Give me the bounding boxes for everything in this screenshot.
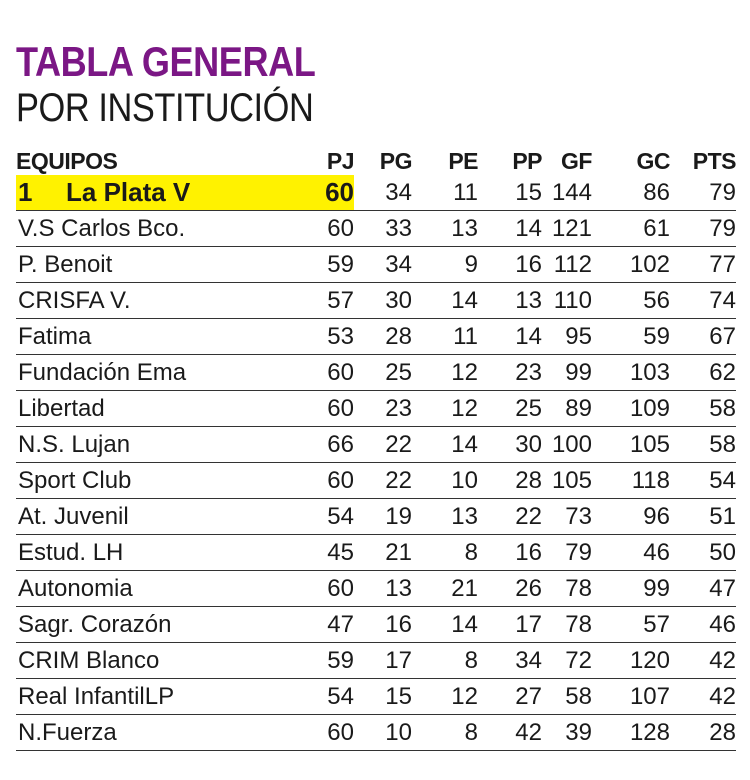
stat-gf-cell: 89 bbox=[542, 391, 592, 427]
table-row bbox=[16, 211, 736, 247]
stat-gf-cell: 105 bbox=[542, 463, 592, 499]
stat-pp-cell: 26 bbox=[478, 571, 542, 607]
table-row bbox=[16, 319, 736, 355]
stat-gf-cell: 110 bbox=[542, 283, 592, 319]
stat-pe-cell: 10 bbox=[412, 463, 478, 499]
stat-gf-cell: 99 bbox=[542, 355, 592, 391]
stat-gf-cell: 78 bbox=[542, 607, 592, 643]
leader-pp: 15 bbox=[478, 175, 542, 211]
header-pp: PP bbox=[512, 148, 542, 174]
table-row bbox=[16, 247, 736, 283]
stat-pe-cell: 8 bbox=[412, 643, 478, 679]
stat-pp-cell: 13 bbox=[478, 283, 542, 319]
stat-pg-cell: 28 bbox=[354, 319, 412, 355]
stat-pg-cell: 33 bbox=[354, 211, 412, 247]
stat-pts-cell: 28 bbox=[670, 715, 736, 751]
header-pts: PTS bbox=[692, 148, 736, 174]
stat-pj-cell: 53 bbox=[286, 319, 354, 355]
stat-gc-cell: 59 bbox=[592, 319, 670, 355]
leader-team-cell bbox=[16, 175, 286, 211]
stat-pg-cell: 22 bbox=[354, 463, 412, 499]
stat-pg-cell: 16 bbox=[354, 607, 412, 643]
team-name-cell: CRISFA V. bbox=[16, 283, 286, 319]
page-subtitle: POR INSTITUCIÓN bbox=[16, 86, 314, 130]
stat-gc-cell: 103 bbox=[592, 355, 670, 391]
stat-gc-cell: 128 bbox=[592, 715, 670, 751]
stat-gc-cell: 56 bbox=[592, 283, 670, 319]
stat-pj-cell: 60 bbox=[286, 571, 354, 607]
table-row bbox=[16, 283, 736, 319]
stat-pts-cell: 74 bbox=[670, 283, 736, 319]
stat-gf-cell: 78 bbox=[542, 571, 592, 607]
stat-pj-cell: 60 bbox=[286, 463, 354, 499]
stat-pj-cell: 66 bbox=[286, 427, 354, 463]
stat-pe-cell: 8 bbox=[412, 715, 478, 751]
team-name-cell: Estud. LH bbox=[16, 535, 286, 571]
header-pe: PE bbox=[448, 148, 478, 174]
stat-pts-cell: 67 bbox=[670, 319, 736, 355]
table-row bbox=[16, 715, 736, 751]
stat-pj-cell: 47 bbox=[286, 607, 354, 643]
stat-pp-cell: 25 bbox=[478, 391, 542, 427]
team-name-cell: CRIM Blanco bbox=[16, 643, 286, 679]
leader-team-name: La Plata V bbox=[66, 177, 191, 207]
stat-pg-cell: 23 bbox=[354, 391, 412, 427]
stat-pp-cell: 17 bbox=[478, 607, 542, 643]
stat-gc-cell: 105 bbox=[592, 427, 670, 463]
team-name-cell: Real InfantilLP bbox=[16, 679, 286, 715]
stat-pg-cell: 10 bbox=[354, 715, 412, 751]
stat-gc-cell: 118 bbox=[592, 463, 670, 499]
leader-row bbox=[16, 175, 736, 211]
team-name-cell: Sagr. Corazón bbox=[16, 607, 286, 643]
header-gc: GC bbox=[636, 148, 670, 174]
stat-pj-cell: 60 bbox=[286, 391, 354, 427]
stat-gc-cell: 99 bbox=[592, 571, 670, 607]
team-name-cell: Fundación Ema bbox=[16, 355, 286, 391]
stat-pg-cell: 15 bbox=[354, 679, 412, 715]
team-name-cell: P. Benoit bbox=[16, 247, 286, 283]
stat-pg-cell: 30 bbox=[354, 283, 412, 319]
stat-pe-cell: 12 bbox=[412, 355, 478, 391]
stat-pj-cell: 59 bbox=[286, 643, 354, 679]
team-name-cell: N.S. Lujan bbox=[16, 427, 286, 463]
stat-gf-cell: 72 bbox=[542, 643, 592, 679]
stat-gf-cell: 100 bbox=[542, 427, 592, 463]
team-name-cell: N.Fuerza bbox=[16, 715, 286, 751]
stat-gc-cell: 57 bbox=[592, 607, 670, 643]
stat-pts-cell: 47 bbox=[670, 571, 736, 607]
stat-gf-cell: 39 bbox=[542, 715, 592, 751]
stat-gc-cell: 120 bbox=[592, 643, 670, 679]
stat-pts-cell: 54 bbox=[670, 463, 736, 499]
stat-pe-cell: 12 bbox=[412, 391, 478, 427]
stat-pj-cell: 54 bbox=[286, 679, 354, 715]
stat-gc-cell: 109 bbox=[592, 391, 670, 427]
table-row bbox=[16, 355, 736, 391]
team-name-cell: Sport Club bbox=[16, 463, 286, 499]
stat-pj-cell: 59 bbox=[286, 247, 354, 283]
table-row bbox=[16, 499, 736, 535]
stat-pg-cell: 13 bbox=[354, 571, 412, 607]
stat-pg-cell: 34 bbox=[354, 247, 412, 283]
stat-pj-cell: 54 bbox=[286, 499, 354, 535]
stat-gf-cell: 112 bbox=[542, 247, 592, 283]
stat-pe-cell: 8 bbox=[412, 535, 478, 571]
standings-table bbox=[16, 147, 736, 751]
table-row bbox=[16, 535, 736, 571]
stat-pg-cell: 25 bbox=[354, 355, 412, 391]
team-name-cell: Autonomia bbox=[16, 571, 286, 607]
stat-pts-cell: 58 bbox=[670, 427, 736, 463]
stat-pj-cell: 60 bbox=[286, 715, 354, 751]
stat-gf-cell: 121 bbox=[542, 211, 592, 247]
leader-pj: 60 bbox=[286, 175, 354, 211]
stat-gc-cell: 61 bbox=[592, 211, 670, 247]
header-gf: GF bbox=[561, 148, 592, 174]
leader-pts: 79 bbox=[670, 175, 736, 211]
stat-pp-cell: 42 bbox=[478, 715, 542, 751]
team-name-cell: V.S Carlos Bco. bbox=[16, 211, 286, 247]
stat-pe-cell: 12 bbox=[412, 679, 478, 715]
stat-pj-cell: 60 bbox=[286, 355, 354, 391]
leader-rank: 1 bbox=[18, 177, 33, 207]
stat-pts-cell: 50 bbox=[670, 535, 736, 571]
stat-pj-cell: 45 bbox=[286, 535, 354, 571]
stat-pe-cell: 13 bbox=[412, 499, 478, 535]
stat-pe-cell: 21 bbox=[412, 571, 478, 607]
stat-pp-cell: 27 bbox=[478, 679, 542, 715]
team-name-cell: At. Juvenil bbox=[16, 499, 286, 535]
table-row bbox=[16, 643, 736, 679]
stat-pg-cell: 22 bbox=[354, 427, 412, 463]
header-pg: PG bbox=[379, 148, 412, 174]
stat-gc-cell: 107 bbox=[592, 679, 670, 715]
stat-pe-cell: 14 bbox=[412, 427, 478, 463]
stat-pts-cell: 42 bbox=[670, 643, 736, 679]
stat-pe-cell: 14 bbox=[412, 283, 478, 319]
standings-panel bbox=[16, 38, 736, 751]
stat-pe-cell: 9 bbox=[412, 247, 478, 283]
stat-gc-cell: 96 bbox=[592, 499, 670, 535]
stat-gc-cell: 102 bbox=[592, 247, 670, 283]
stat-pp-cell: 34 bbox=[478, 643, 542, 679]
stat-pts-cell: 51 bbox=[670, 499, 736, 535]
stat-gf-cell: 73 bbox=[542, 499, 592, 535]
stat-pts-cell: 42 bbox=[670, 679, 736, 715]
stat-pj-cell: 60 bbox=[286, 211, 354, 247]
leader-gf: 144 bbox=[542, 175, 592, 211]
leader-pe: 11 bbox=[412, 175, 478, 211]
team-name-cell: Fatima bbox=[16, 319, 286, 355]
table-row bbox=[16, 391, 736, 427]
table-row bbox=[16, 463, 736, 499]
stat-pg-cell: 17 bbox=[354, 643, 412, 679]
header-equipos: EQUIPOS bbox=[16, 148, 118, 174]
stat-pp-cell: 22 bbox=[478, 499, 542, 535]
stat-pe-cell: 13 bbox=[412, 211, 478, 247]
page-title: TABLA GENERAL bbox=[16, 38, 316, 85]
team-name-cell: Libertad bbox=[16, 391, 286, 427]
stat-pts-cell: 46 bbox=[670, 607, 736, 643]
stat-gf-cell: 95 bbox=[542, 319, 592, 355]
stat-gc-cell: 46 bbox=[592, 535, 670, 571]
stat-pp-cell: 14 bbox=[478, 319, 542, 355]
stat-pts-cell: 62 bbox=[670, 355, 736, 391]
stat-pp-cell: 30 bbox=[478, 427, 542, 463]
table-row bbox=[16, 571, 736, 607]
stat-pts-cell: 77 bbox=[670, 247, 736, 283]
table-header-row bbox=[16, 147, 736, 175]
table-row bbox=[16, 607, 736, 643]
leader-pg: 34 bbox=[354, 175, 412, 211]
stat-pts-cell: 58 bbox=[670, 391, 736, 427]
stat-pj-cell: 57 bbox=[286, 283, 354, 319]
stat-pe-cell: 14 bbox=[412, 607, 478, 643]
stat-gf-cell: 79 bbox=[542, 535, 592, 571]
stat-pp-cell: 16 bbox=[478, 535, 542, 571]
stat-pp-cell: 23 bbox=[478, 355, 542, 391]
stat-pg-cell: 19 bbox=[354, 499, 412, 535]
stat-pp-cell: 28 bbox=[478, 463, 542, 499]
stat-pg-cell: 21 bbox=[354, 535, 412, 571]
stat-gf-cell: 58 bbox=[542, 679, 592, 715]
header-pj: PJ bbox=[326, 148, 354, 174]
leader-gc: 86 bbox=[592, 175, 670, 211]
stat-pp-cell: 14 bbox=[478, 211, 542, 247]
table-row bbox=[16, 427, 736, 463]
stat-pts-cell: 79 bbox=[670, 211, 736, 247]
stat-pp-cell: 16 bbox=[478, 247, 542, 283]
table-row bbox=[16, 679, 736, 715]
stat-pe-cell: 11 bbox=[412, 319, 478, 355]
